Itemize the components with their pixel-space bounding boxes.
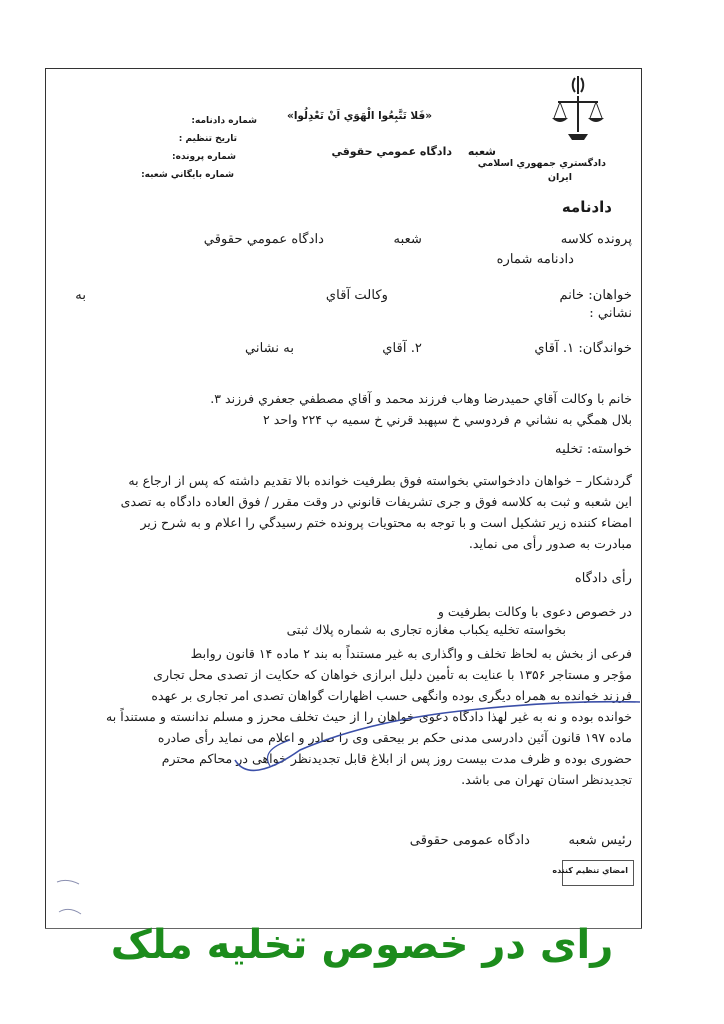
signature-court: دادگاه عمومى حقوقى — [409, 833, 530, 848]
field-archive-no: شماره بايگاني شعبه: — [141, 170, 234, 180]
defendants-address-label: به نشاني — [244, 341, 294, 356]
org-line1: دادگستري جمهوري اسلامي — [477, 158, 606, 169]
verdict-intro: در خصوص دعوى با وكالت بطرفيت و — [437, 604, 632, 619]
signer-box-label: امضاي تنظيم كننده — [552, 866, 628, 875]
org-line2: ايران — [547, 172, 572, 183]
plaintiff-label: خواهان: خانم — [559, 288, 632, 303]
verdict-title: رأى دادگاه — [574, 571, 632, 586]
dadnameh-number-label: دادنامه شماره — [496, 252, 574, 267]
report-paragraph: گردشكار – خواهان دادخواستي بخواسته فوق بطرفيت خوانده بالا تقديم داشته كه پس از ارجاع به اين شعبه و ثبت به كلاسه فوق و جرى تشريفات قانوني در وقت مقرر / فوق العاده دادگاه به تصدى امضاء كننده زير تشكيل است و با توجه به محتويات پرونده ختم رسيدگي را اعلام و به شرح زير مبادرت به صدور رأى مى نمايد. — [120, 473, 632, 551]
address-label: نشاني : — [589, 306, 632, 321]
field-date: تاريخ تنظيم : — [178, 134, 237, 144]
field-dadnameh-no: شماره دادنامه: — [191, 116, 257, 126]
branch-label: شعبه — [393, 232, 422, 247]
verdict-paragraph: فرعى از بخش به لحاظ تخلف و واگذارى به غير مستنداً به بند ۲ ماده ۱۴ قانون روابط مؤجر و مستاجر ۱۳۵۶ با عنايت به تأمين دليل ابرازى خواهان كه حكايت از تصدى محل تجارى فرزند خوانده به همراه ديگرى بوده وانگهى حسب اظهارات گواهان تصدى امر تجارى بر عهده خوانده بوده و نه به غير لهذا دادگاه دعوى خواهان را از حيث تخلف محرز و مسلم ندانسته و مستنداً به ماده ۱۹۷ قانون آئين دادرسى مدنى حكم بر بيحقى وى را صادر و اعلام مى نمايد رأى صادره حضورى بوده و ظرف مدت بيست روز پس از ابلاغ قابل تجديدنظر خواهى در محاكم محترم تجديدنظر استان تهران مى باشد. — [105, 646, 632, 787]
iran-emblem-scales-icon — [548, 72, 608, 148]
court-branch-label: شعبه — [467, 145, 496, 158]
motto: «فَلا تَتَّبِعُوا الْهَوَي اَنْ تَعْدِلُوا» — [287, 110, 432, 122]
defendants-label: خواندگان: ۱. آقاي — [534, 341, 632, 356]
margin-scribble — [55, 872, 85, 922]
class-file-label: پرونده كلاسه — [560, 232, 632, 247]
defendant3-paragraph: خانم با وكالت آقاي حميدرضا وهاب فرزند محمد و آقاي مصطفي جعفري فرزند ۳. بلال همگي به نشاني م فردوسي خ سپهبد قرني خ سميه پ ۲۲۴ واحد ۲ — [210, 391, 632, 427]
attorney-label: وكالت آقاي — [325, 288, 388, 303]
field-file-no: شماره پرونده: — [172, 152, 236, 162]
ink-signature-stroke — [230, 690, 650, 780]
court-name-header: دادگاه عمومي حقوقي — [331, 145, 452, 158]
to-label: به — [75, 288, 86, 303]
request-label: خواسته: تخليه — [555, 442, 632, 457]
court-label: دادگاه عمومي حقوقي — [203, 232, 324, 247]
verdict-intro2: بخواسته تخليه يكباب مغازه تجارى به شماره پلاك ثبتى — [286, 622, 566, 637]
doc-type-title: دادنامه — [561, 198, 612, 216]
caption-title: رای در خصوص تخلیه ملک — [110, 922, 614, 968]
signature-branch: رئيس شعبه — [568, 833, 632, 848]
defendant2-label: ۲. آقاي — [382, 341, 422, 356]
